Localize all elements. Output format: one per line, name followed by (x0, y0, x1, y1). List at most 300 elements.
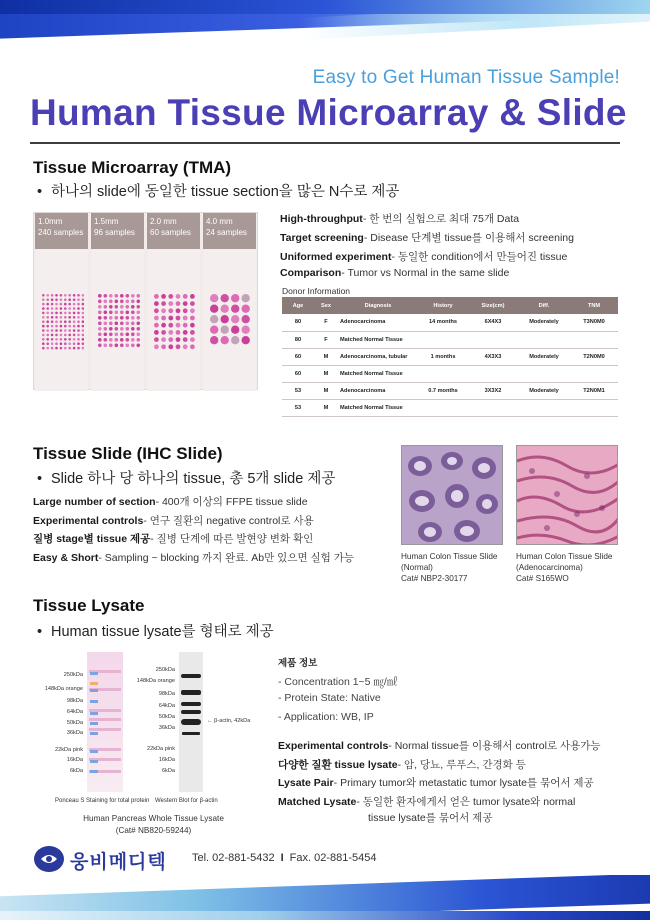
company-name: 웅비메디텍 (70, 852, 167, 873)
tma-core-dot (42, 303, 45, 306)
tma-core-dot (183, 316, 188, 321)
tma-core-dot (73, 316, 76, 319)
donor-cell: Moderately (518, 348, 570, 365)
tma-core-dot (73, 347, 76, 350)
footer-band (0, 875, 650, 920)
tma-core-dot (137, 300, 141, 304)
tma-core-dot (104, 294, 108, 298)
tma-core-dot (42, 329, 45, 332)
tma-core-dot (109, 305, 113, 309)
tma-core-dot (46, 312, 49, 315)
donor-col-header: History (418, 297, 468, 314)
tma-core-dot (77, 307, 80, 310)
tma-core-dot (161, 294, 166, 299)
tma-core-dot (126, 311, 130, 315)
tma-feature: High-throughput- 한 번의 실험으로 최대 75개 Data (280, 213, 520, 225)
tma-core-dot (120, 294, 124, 298)
tma-core-dot (231, 326, 239, 334)
tma-core-dot (64, 312, 67, 315)
tma-core-dot (115, 322, 119, 326)
tma-core-dot (154, 316, 159, 321)
mw-marker-label: 148kDa orange (136, 678, 175, 684)
tma-core-dot (77, 298, 80, 301)
tma-core-dot (77, 347, 80, 350)
tma-core-dot (183, 330, 188, 335)
tma-core-dot (190, 301, 195, 306)
tma-core-dot (242, 315, 250, 323)
tma-feature: Target screening- Disease 단계별 tissue를 이용해서 screening (280, 232, 574, 244)
donor-cell: T3N0M0 (570, 314, 618, 331)
tma-core-dot (60, 325, 63, 328)
tma-core-dot (109, 344, 113, 348)
tma-core-dot (51, 294, 54, 297)
tma-core-dot (109, 322, 113, 326)
tma-core-dot (46, 320, 49, 323)
lysate-feature: 다양한 질환 tissue lysate- 암, 당뇨, 루푸스, 간경화 등 (278, 759, 526, 771)
tma-core-dot (51, 347, 54, 350)
tma-core-dot (68, 316, 71, 319)
tma-core-dot (46, 316, 49, 319)
tma-core-dot (64, 329, 67, 332)
tma-core-dot (104, 305, 108, 309)
tma-core-dot (104, 338, 108, 342)
tma-core-dot (190, 316, 195, 321)
donor-cell: 3X3X2 (468, 382, 518, 399)
tma-core-dot (176, 294, 181, 299)
tma-core-dot (73, 312, 76, 315)
tma-core-dot (42, 298, 45, 301)
tma-core-dot (161, 301, 166, 306)
tma-core-dot (120, 327, 124, 331)
tma-dots-1 (39, 291, 84, 373)
tma-core-dot (46, 342, 49, 345)
lysate-feature: Lysate Pair- Primary tumor와 metastatic tumor lysate를 묶어서 제공 (278, 777, 594, 789)
tma-core-dot (98, 333, 102, 337)
tma-core-dot (98, 327, 102, 331)
tma-core-dot (190, 330, 195, 335)
mw-marker-label: 36kDa (158, 725, 175, 731)
tma-core-dot (64, 338, 67, 341)
donor-cell: 0.7 months (418, 382, 468, 399)
tma-core-dot (55, 347, 58, 350)
donor-cell (418, 365, 468, 382)
tma-core-dot (46, 347, 49, 350)
tma-core-dot (98, 311, 102, 315)
tma-core-dot (120, 338, 124, 342)
donor-cell: F (314, 331, 338, 348)
header-band (0, 0, 650, 58)
tma-core-dot (64, 334, 67, 337)
donor-row (282, 399, 618, 416)
tma-core-dot (154, 301, 159, 306)
tma-core-dot (51, 298, 54, 301)
donor-cell: 14 months (418, 314, 468, 331)
tma-core-dot (161, 316, 166, 321)
donor-cell: 53 (282, 399, 314, 416)
beta-actin-label: ← β-actin, 42kDa (207, 718, 251, 724)
mw-marker-label: 6kDa (161, 768, 175, 774)
tma-core-dot (115, 327, 119, 331)
tma-core-dot (82, 312, 84, 315)
donor-cell: Adenocarcinoma (338, 382, 418, 399)
tma-core-dot (68, 347, 71, 350)
donor-cell (570, 365, 618, 382)
tma-core-dot (176, 323, 181, 328)
tma-core-dot (176, 330, 181, 335)
donor-cell (418, 399, 468, 416)
tma-core-dot (42, 307, 45, 310)
tma-core-dot (60, 334, 63, 337)
tma-core-dot (98, 322, 102, 326)
tma-core-dot (55, 312, 58, 315)
tma-core-dot (64, 320, 67, 323)
donor-col-header: Diagnosis (338, 297, 418, 314)
tma-core-dot (109, 333, 113, 337)
lysate-heading: Tissue Lysate (33, 596, 145, 615)
tma-core-dot (42, 316, 45, 319)
tma-core-dot (82, 303, 84, 306)
ihc-feature: Easy & Short- Sampling ~ blocking 까지 완료. Ab만 있으면 실험 가능 (33, 552, 355, 564)
tma-core-dot (137, 316, 141, 320)
ihc-bullet: • Slide 하나 당 하나의 tissue, 총 5개 slide 제공 (37, 471, 336, 487)
donor-row (282, 314, 618, 331)
tma-core-dot (98, 305, 102, 309)
tma-bullet: • 하나의 slide에 동일한 tissue section을 많은 N수로 제공 (37, 184, 400, 200)
tma-core-dot (77, 303, 80, 306)
tma-core-dot (51, 316, 54, 319)
tma-core-dot (137, 327, 141, 331)
donor-header-row (282, 297, 618, 314)
lysate-bullet: • Human tissue lysate를 형태로 제공 (37, 624, 274, 640)
tma-core-dot (51, 338, 54, 341)
donor-cell: Adenocarcinoma, tubular (338, 348, 418, 365)
tma-core-dot (176, 337, 181, 342)
company-logo-icon (33, 845, 65, 873)
tma-core-dot (82, 347, 84, 350)
mw-marker-label: 6kDa (69, 768, 83, 774)
tma-core-dot (82, 294, 84, 297)
tma-core-dot (73, 294, 76, 297)
tma-core-dot (221, 315, 229, 323)
donor-cell (468, 331, 518, 348)
tma-core-dot (82, 298, 84, 301)
tma-core-dot (68, 298, 71, 301)
tma-core-dot (55, 342, 58, 345)
tma-core-dot (190, 294, 195, 299)
tma-core-dot (126, 327, 130, 331)
tma-core-dot (82, 329, 84, 332)
product-info-item: - Concentration 1~5 ㎎/㎖ (278, 676, 398, 688)
tma-core-dot (242, 305, 250, 313)
tma-core-dot (42, 347, 45, 350)
tma-core-dot (161, 344, 166, 349)
tma-core-dot (109, 316, 113, 320)
tma-core-dot (64, 325, 67, 328)
tma-core-dot (55, 338, 58, 341)
tma-core-dot (242, 294, 250, 302)
tma-heading: Tissue Microarray (TMA) (33, 158, 232, 177)
tma-core-dot (115, 338, 119, 342)
ihc-feature: Large number of section- 400개 이상의 FFPE tissue slide (33, 496, 308, 508)
product-info-heading: 제품 정보 (278, 658, 318, 669)
donor-row (282, 348, 618, 365)
tma-dots-3 (151, 291, 196, 373)
tma-core-dot (104, 300, 108, 304)
donor-info-title: Donor Information (282, 286, 351, 296)
tma-core-dot (46, 307, 49, 310)
tma-core-dot (55, 298, 58, 301)
colon-adenocarcinoma-image (516, 445, 618, 545)
donor-cell: Moderately (518, 382, 570, 399)
tma-core-dot (120, 300, 124, 304)
tma-core-dot (115, 344, 119, 348)
tma-core-dot (73, 320, 76, 323)
tma-core-dot (42, 338, 45, 341)
tma-core-dot (51, 307, 54, 310)
lysate-feature: Matched Lysate- 동일한 환자에게서 얻은 tumor lysate와 normal (278, 796, 576, 808)
tma-core-dot (55, 320, 58, 323)
tma-core-dot (51, 320, 54, 323)
donor-cell: Matched Normal Tissue (338, 365, 418, 382)
tma-core-dot (210, 315, 218, 323)
tma-core-dot (161, 337, 166, 342)
tma-core-dot (190, 323, 195, 328)
tma-core-dot (120, 344, 124, 348)
donor-col-header: Age (282, 297, 314, 314)
tma-core-dot (73, 329, 76, 332)
tma-core-dot (115, 294, 119, 298)
donor-cell: Matched Normal Tissue (338, 399, 418, 416)
tma-core-dot (60, 329, 63, 332)
ponceau-lane (87, 652, 123, 792)
donor-cell: 6X4X3 (468, 314, 518, 331)
tma-core-dot (51, 312, 54, 315)
tma-core-dot (137, 305, 141, 309)
donor-cell: Matched Normal Tissue (338, 331, 418, 348)
tma-core-dot (242, 336, 250, 344)
tma-core-dot (137, 322, 141, 326)
tma-core-dot (120, 333, 124, 337)
donor-cell: M (314, 365, 338, 382)
tma-core-dot (168, 316, 173, 321)
tma-core-dot (131, 327, 135, 331)
product-info-item: - Protein State: Native (278, 692, 381, 704)
mw-marker-label: 50kDa (158, 714, 175, 720)
tma-core-dot (161, 308, 166, 313)
tma-core-dot (115, 316, 119, 320)
tma-core-dot (55, 303, 58, 306)
mw-marker-label: 16kDa (158, 757, 175, 763)
tma-core-dot (64, 342, 67, 345)
tma-core-dot (42, 334, 45, 337)
tma-core-dot (115, 300, 119, 304)
tma-core-dot (73, 342, 76, 345)
mw-marker-label: 98kDa (66, 698, 83, 704)
tma-core-dot (60, 303, 63, 306)
tma-core-dot (98, 338, 102, 342)
tma-core-dot (137, 338, 141, 342)
tma-dots-2 (95, 291, 140, 373)
tma-core-dot (42, 294, 45, 297)
tma-core-dot (68, 342, 71, 345)
tma-core-dot (82, 338, 84, 341)
tma-core-dot (126, 294, 130, 298)
tma-core-dot (210, 336, 218, 344)
tma-core-dot (154, 344, 159, 349)
tma-core-dot (77, 329, 80, 332)
tma-core-dot (42, 325, 45, 328)
donor-cell: T2N0M0 (570, 348, 618, 365)
tma-core-dot (131, 311, 135, 315)
tma-core-dot (55, 294, 58, 297)
tma-core-dot (77, 312, 80, 315)
tma-slide-4: 4.0 mm 24 samples (203, 213, 256, 391)
donor-row (282, 331, 618, 348)
mw-marker-label: 50kDa (66, 720, 83, 726)
tma-core-dot (168, 344, 173, 349)
tma-core-dot (154, 294, 159, 299)
tma-core-dot (161, 330, 166, 335)
donor-col-header: Sex (314, 297, 338, 314)
tma-core-dot (77, 334, 80, 337)
tma-core-dot (51, 329, 54, 332)
page-title: Human Tissue Microarray & Slide (30, 92, 627, 133)
tma-core-dot (115, 305, 119, 309)
mw-marker-label: 148kDa orange (44, 686, 83, 692)
tma-core-dot (68, 303, 71, 306)
title-divider (30, 142, 620, 144)
donor-cell: 53 (282, 382, 314, 399)
tma-core-dot (115, 311, 119, 315)
tma-core-dot (183, 323, 188, 328)
tma-core-dot (131, 294, 135, 298)
tma-core-dot (68, 294, 71, 297)
tma-core-dot (168, 330, 173, 335)
tma-core-dot (73, 303, 76, 306)
tma-core-dot (64, 347, 67, 350)
tma-core-dot (131, 333, 135, 337)
tma-core-dot (221, 326, 229, 334)
tma-core-dot (176, 344, 181, 349)
tma-core-dot (131, 344, 135, 348)
tma-core-dot (51, 325, 54, 328)
tma-core-dot (82, 325, 84, 328)
colon-adenocarcinoma-caption: Human Colon Tissue Slide (Adenocarcinoma) Cat# S165WO (516, 552, 613, 583)
tma-core-dot (168, 294, 173, 299)
donor-table (282, 297, 618, 417)
tma-core-dot (137, 344, 141, 348)
tma-core-dot (77, 325, 80, 328)
tma-dots-4 (207, 291, 252, 373)
tma-core-dot (137, 311, 141, 315)
mw-marker-label: 16kDa (66, 757, 83, 763)
tma-core-dot (109, 338, 113, 342)
donor-col-header: TNM (570, 297, 618, 314)
tma-core-dot (82, 307, 84, 310)
tma-core-dot (73, 334, 76, 337)
tma-core-dot (161, 323, 166, 328)
ponceau-caption: Ponceau S Staining for total protein (55, 798, 150, 804)
tma-core-dot (120, 322, 124, 326)
donor-cell: 60 (282, 348, 314, 365)
tma-slide-1: 1.0mm 240 samples (35, 213, 88, 391)
tma-core-dot (131, 305, 135, 309)
lysate-feature-cont: tissue lysate를 묶어서 제공 (368, 812, 493, 824)
tma-core-dot (46, 298, 49, 301)
donor-cell: 60 (282, 365, 314, 382)
tma-core-dot (109, 294, 113, 298)
donor-cell (518, 365, 570, 382)
fax: Fax. 02-881-5454 (289, 852, 377, 864)
tma-core-dot (242, 326, 250, 334)
tma-slide-2: 1.5mm 96 samples (91, 213, 144, 391)
tma-core-dot (168, 337, 173, 342)
tma-core-dot (168, 323, 173, 328)
donor-cell: 4X3X3 (468, 348, 518, 365)
donor-cell (518, 399, 570, 416)
tma-core-dot (64, 298, 67, 301)
donor-cell: 80 (282, 314, 314, 331)
tma-core-dot (73, 338, 76, 341)
tma-core-dot (77, 316, 80, 319)
tma-core-dot (210, 305, 218, 313)
tel: Tel. 02-881-5432 (192, 852, 275, 864)
western-blot-figure (35, 650, 265, 825)
tma-core-dot (68, 307, 71, 310)
tma-core-dot (55, 334, 58, 337)
donor-cell (468, 365, 518, 382)
tma-core-dot (231, 336, 239, 344)
donor-cell: 1 months (418, 348, 468, 365)
mw-marker-label: 98kDa (158, 691, 175, 697)
tma-core-dot (231, 305, 239, 313)
tma-core-dot (73, 298, 76, 301)
tma-core-dot (126, 316, 130, 320)
tma-core-dot (60, 347, 63, 350)
tma-core-dot (120, 305, 124, 309)
colon-normal-caption: Human Colon Tissue Slide (Normal) Cat# NBP2-30177 (401, 552, 498, 583)
tma-core-dot (64, 294, 67, 297)
donor-cell: 80 (282, 331, 314, 348)
tma-core-dot (154, 308, 159, 313)
product-info-item: - Application: WB, IP (278, 711, 374, 723)
tma-slide-3: 2.0 mm 60 samples (147, 213, 200, 391)
tma-core-dot (46, 303, 49, 306)
donor-cell: F (314, 314, 338, 331)
tma-core-dot (42, 312, 45, 315)
page-subtitle: Easy to Get Human Tissue Sample! (312, 67, 620, 88)
tma-core-dot (210, 294, 218, 302)
tma-core-dot (126, 305, 130, 309)
western-caption: Western Blot for β-actin (155, 798, 218, 804)
tma-core-dot (176, 316, 181, 321)
donor-cell (418, 331, 468, 348)
tma-core-dot (55, 329, 58, 332)
tma-core-dot (126, 344, 130, 348)
tma-core-dot (60, 342, 63, 345)
tma-core-dot (109, 327, 113, 331)
tma-core-dot (82, 342, 84, 345)
tma-core-dot (190, 344, 195, 349)
tma-core-dot (68, 325, 71, 328)
tma-core-dot (55, 307, 58, 310)
donor-row (282, 365, 618, 382)
donor-col-header: Size(cm) (468, 297, 518, 314)
donor-cell: M (314, 382, 338, 399)
tma-core-dot (82, 334, 84, 337)
tma-core-dot (51, 342, 54, 345)
tma-core-dot (176, 301, 181, 306)
